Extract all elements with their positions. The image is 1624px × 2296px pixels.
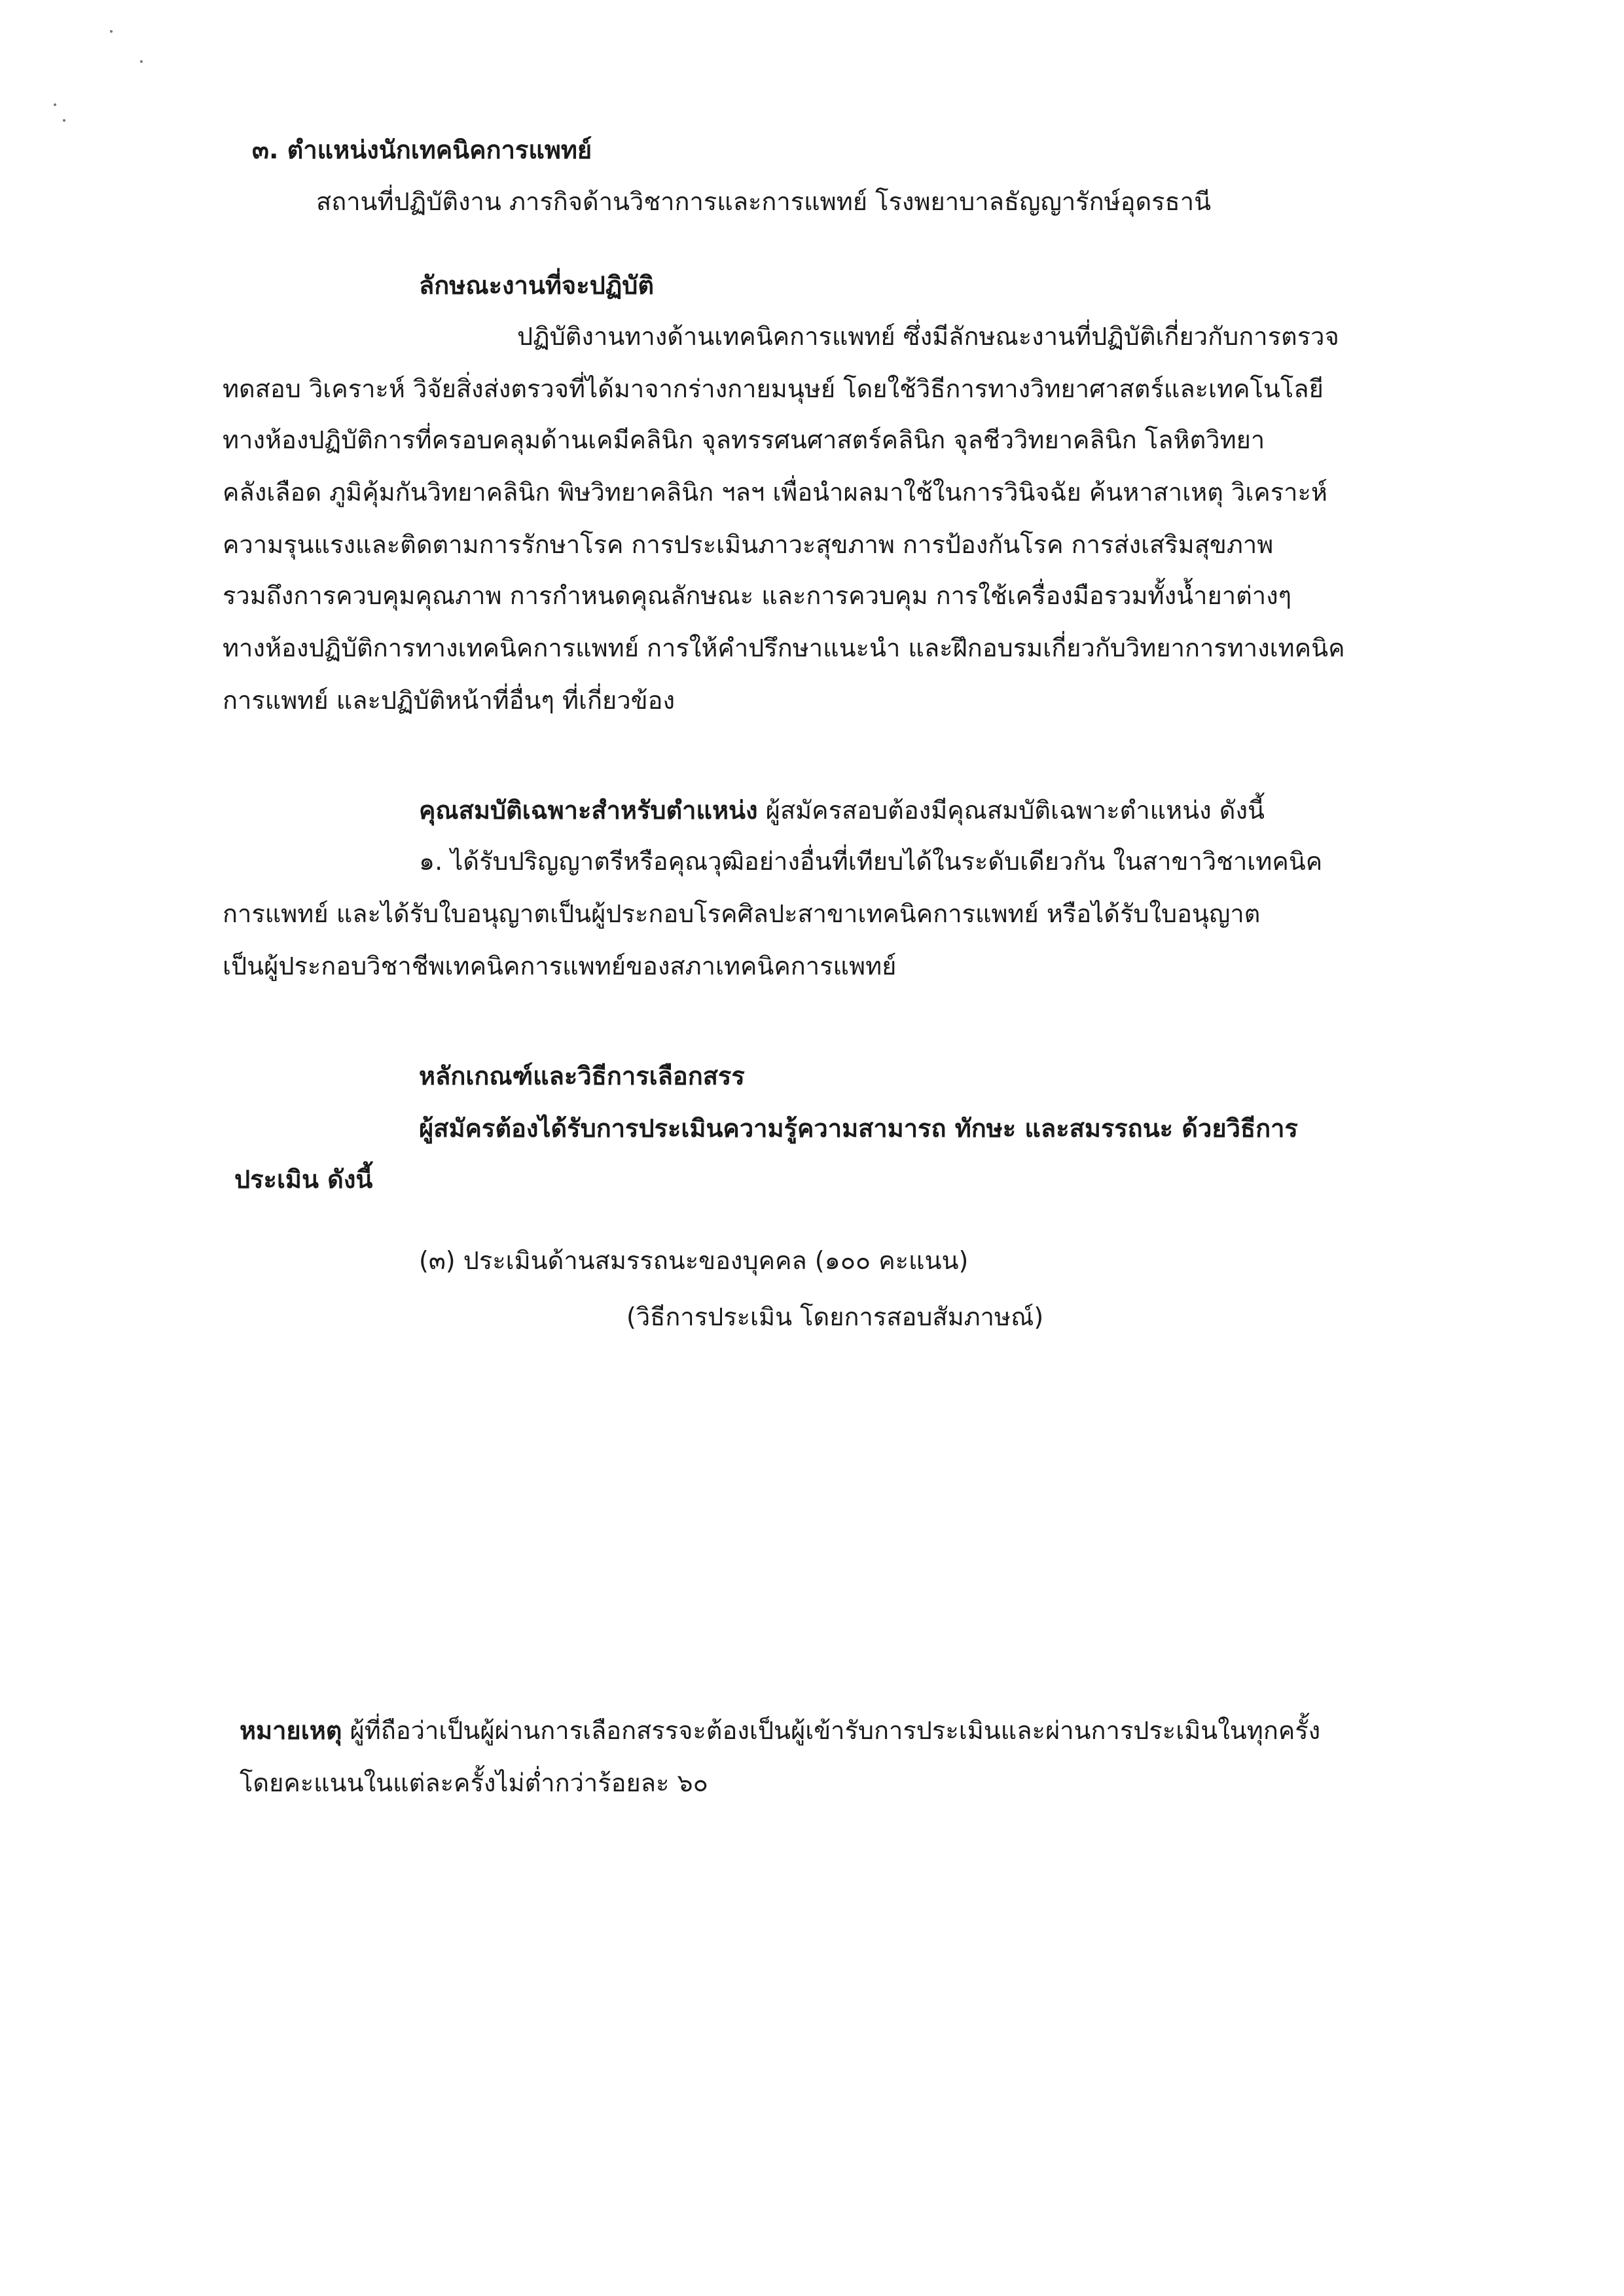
job-nature-line: คลังเลือด ภูมิคุ้มกันวิทยาคลินิก พิษวิทยาคลินิก ฯลฯ เพื่อนำผลมาใช้ในการวินิจฉัย ค้นหาสาเหตุ วิเคราะห์ (223, 478, 1327, 507)
scan-speck (63, 119, 65, 122)
note-text: ผู้ที่ถือว่าเป็นผู้ผ่านการเลือกสรรจะต้องเป็นผู้เข้ารับการประเมินและผ่านการประเมินในทุกครั้ง (342, 1716, 1321, 1745)
job-nature-line: ทางห้องปฏิบัติการที่ครอบคลุมด้านเคมีคลินิก จุลทรรศนศาสตร์คลินิก จุลชีววิทยาคลินิก โลหิตวิทยา (223, 425, 1265, 454)
job-nature-line: ปฏิบัติงานทางด้านเทคนิคการแพทย์ ซึ่งมีลักษณะงานที่ปฏิบัติเกี่ยวกับการตรวจ (517, 322, 1339, 351)
job-nature-line: การแพทย์ และปฏิบัติหน้าที่อื่นๆ ที่เกี่ยวข้อง (223, 686, 676, 715)
qualification-line: การแพทย์ และได้รับใบอนุญาตเป็นผู้ประกอบโรคศิลปะสาขาเทคนิคการแพทย์ หรือได้รับใบอนุญาต (223, 899, 1261, 928)
job-nature-heading: ลักษณะงานที่จะปฏิบัติ (419, 271, 655, 300)
criteria-heading: หลักเกณฑ์และวิธีการเลือกสรร (419, 1062, 745, 1090)
qualification-line: เป็นผู้ประกอบวิชาชีพเทคนิคการแพทย์ของสภาเทคนิคการแพทย์ (223, 952, 897, 980)
job-nature-line: รวมถึงการควบคุมคุณภาพ การกำหนดคุณลักษณะ และการควบคุม การใช้เครื่องมือรวมทั้งน้ำยาต่างๆ (223, 581, 1292, 610)
scan-speck (110, 30, 113, 33)
criteria-method: (วิธีการประเมิน โดยการสอบสัมภาษณ์) (626, 1302, 1044, 1331)
job-nature-line: ความรุนแรงและติดตามการรักษาโรค การประเมินภาวะสุขภาพ การป้องกันโรค การส่งเสริมสุขภาพ (223, 530, 1274, 559)
scan-speck (54, 103, 56, 106)
qualification-heading-text: ผู้สมัครสอบต้องมีคุณสมบัติเฉพาะตำแหน่ง ดังนี้ (757, 796, 1265, 825)
note-line (240, 1715, 1320, 1746)
section-title: ๓. ตำแหน่งนักเทคนิคการแพทย์ (252, 135, 592, 164)
qualification-heading-label: คุณสมบัติเฉพาะสำหรับตำแหน่ง (419, 796, 758, 825)
criteria-line: ประเมิน ดังนี้ (234, 1165, 373, 1194)
job-nature-line: ทางห้องปฏิบัติการทางเทคนิคการแพทย์ การให้คำปรึกษาแนะนำ และฝึกอบรมเกี่ยวกับวิทยาการทางเทคนิค (223, 634, 1345, 662)
criteria-item: (๓) ประเมินด้านสมรรถนะของบุคคล (๑๐๐ คะแนน) (419, 1246, 969, 1275)
note-line-2: โดยคะแนนในแต่ละครั้งไม่ต่ำกว่าร้อยละ ๖๐ (240, 1768, 708, 1797)
criteria-line: ผู้สมัครต้องได้รับการประเมินความรู้ความสามารถ ทักษะ และสมรรถนะ ด้วยวิธีการ (419, 1114, 1298, 1143)
qualification-heading (419, 795, 1265, 826)
workplace-line: สถานที่ปฏิบัติงาน ภารกิจด้านวิชาการและการแพทย์ โรงพยาบาลธัญญารักษ์อุดรธานี (316, 187, 1212, 216)
qualification-line: ๑. ได้รับปริญญาตรีหรือคุณวุฒิอย่างอื่นที่เทียบได้ในระดับเดียวกัน ในสาขาวิชาเทคนิค (419, 847, 1323, 876)
scan-speck (140, 60, 143, 63)
job-nature-line: ทดสอบ วิเคราะห์ วิจัยสิ่งส่งตรวจที่ได้มาจากร่างกายมนุษย์ โดยใช้วิธีการทางวิทยาศาสตร์และเทคโนโลยี (223, 374, 1324, 403)
note-label: หมายเหตุ (240, 1716, 342, 1745)
